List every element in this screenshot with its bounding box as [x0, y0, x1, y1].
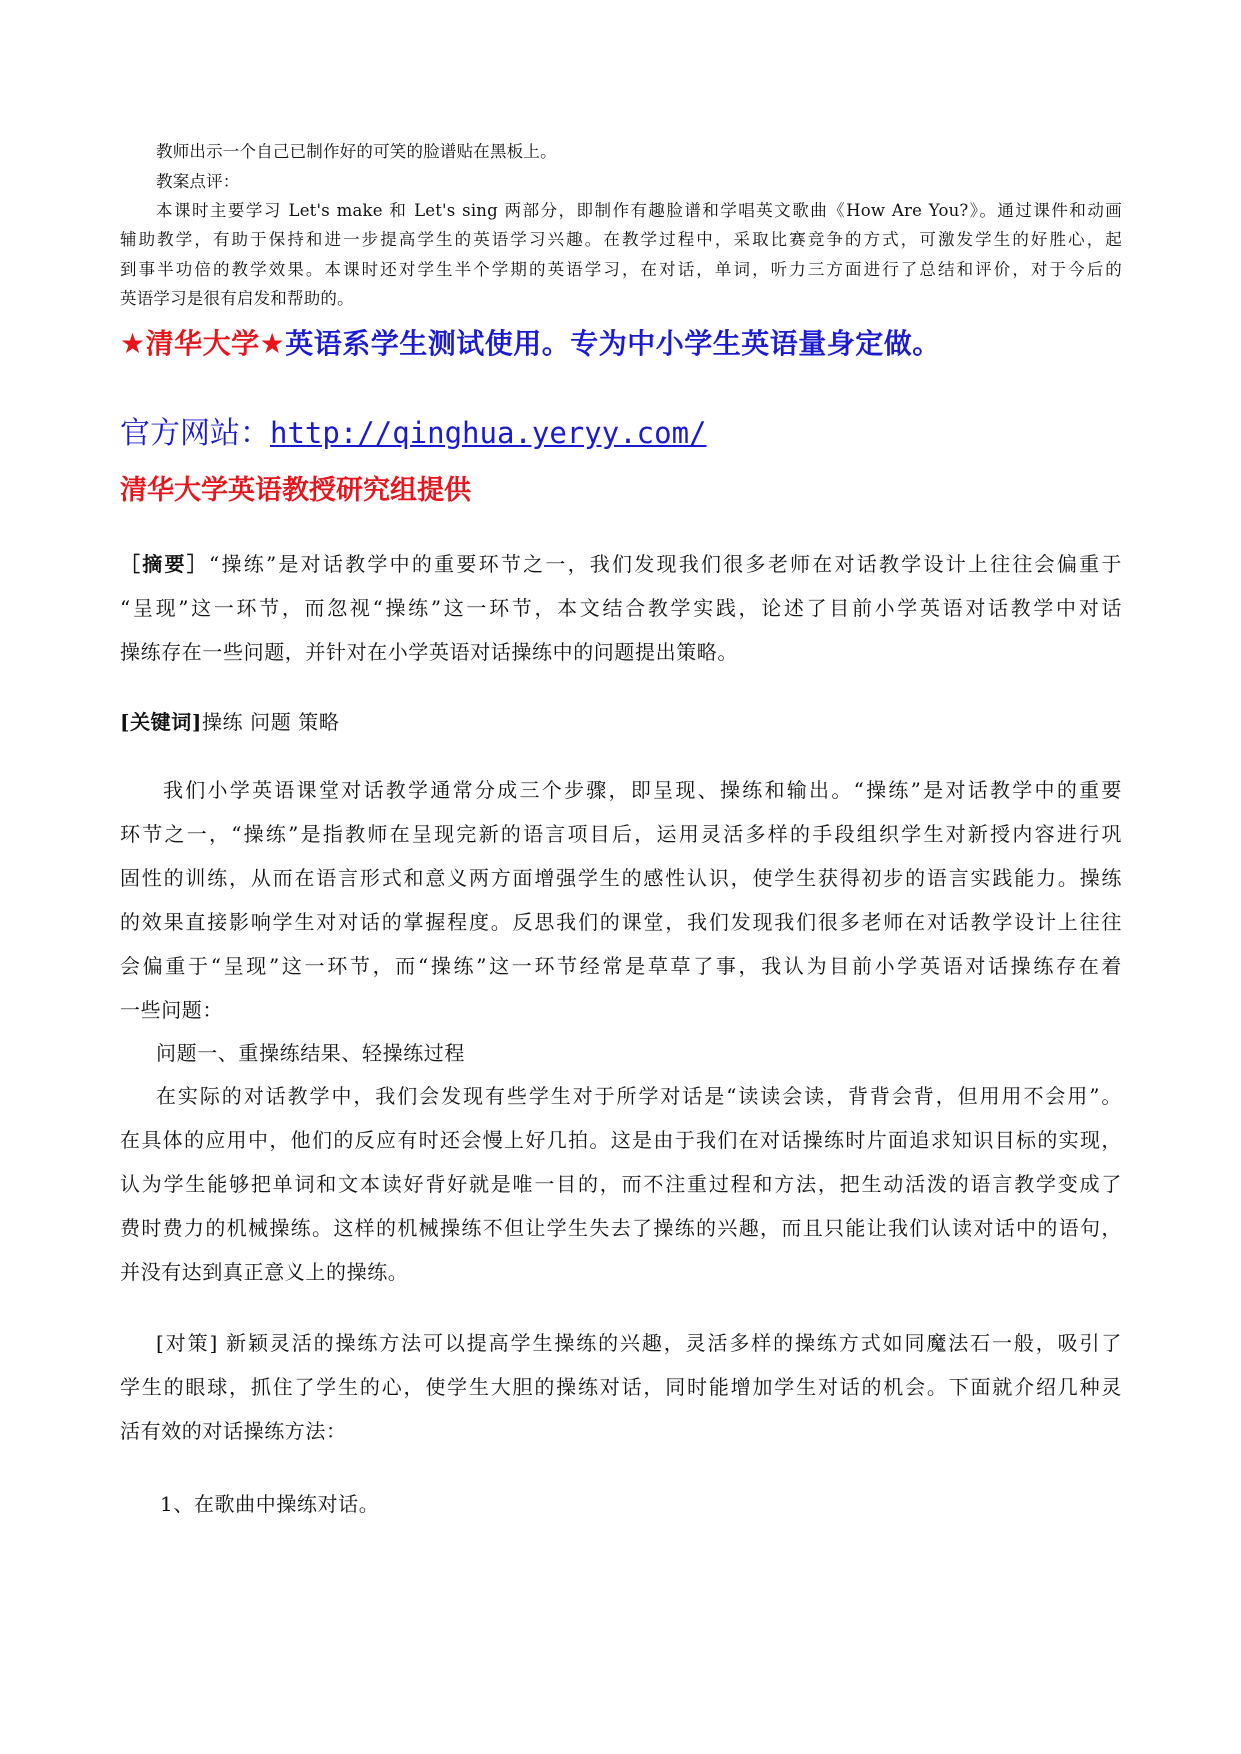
intro-line: 教师出示一个自己已制作好的可笑的脸谱贴在黑板上。 — [156, 142, 557, 161]
promo-banner-red: ★清华大学★ — [120, 327, 286, 360]
promo-banner-blue: 英语系学生测试使用。专为中小学生英语量身定做。 — [285, 327, 941, 360]
abstract-line-1 — [120, 548, 1122, 577]
body-para1-line-1: 我们小学英语课堂对话教学通常分成三个步骤，即呈现、操练和输出。“操练”是对话教学中的重要 — [163, 778, 1122, 802]
official-website — [120, 408, 707, 452]
promo-banner — [120, 322, 941, 362]
body-para1-line-4: 的效果直接影响学生对对话的掌握程度。反思我们的课堂，我们发现我们很多老师在对话教学设计上往往 — [120, 910, 1122, 934]
abstract-line-3: 操练存在一些问题，并针对在小学英语对话操练中的问题提出策略。 — [120, 640, 738, 664]
body-para2-line-3: 认为学生能够把单词和文本读好背好就是唯一目的，而不注重过程和方法，把生动活泼的语言教学变成了 — [120, 1172, 1122, 1196]
review-line-2: 辅助教学，有助于保持和进一步提高学生的英语学习兴趣。在教学过程中，采取比赛竞争的方式，可激发学生的好胜心，起 — [120, 230, 1122, 249]
body-para1-line-5: 会偏重于“呈现”这一环节，而“操练”这一环节经常是草草了事，我认为目前小学英语对话操练存在着 — [120, 954, 1122, 978]
keywords-text: 操练 问题 策略 — [201, 710, 340, 734]
body-para2-line-2: 在具体的应用中，他们的反应有时还会慢上好几拍。这是由于我们在对话操练时片面追求知识目标的实现， — [120, 1128, 1122, 1152]
body-para1-line-3: 固性的训练，从而在语言形式和意义两方面增强学生的感性认识，使学生获得初步的语言实践能力。操练 — [120, 866, 1122, 890]
method-item-1: 1、在歌曲中操练对话。 — [160, 1492, 380, 1516]
body-para2-line-1: 在实际的对话教学中，我们会发现有些学生对于所学对话是“读读会读，背背会背，但用用不会用”。 — [156, 1084, 1122, 1108]
body-para3-line-1: [对策] 新颖灵活的操练方法可以提高学生操练的兴趣，灵活多样的操练方式如同魔法石一般，吸引了 — [156, 1331, 1122, 1355]
review-heading: 教案点评： — [156, 172, 240, 191]
provider-line: 清华大学英语教授研究组提供 — [120, 475, 471, 506]
abstract-text-1: “操练”是对话教学中的重要环节之一，我们发现我们很多老师在对话教学设计上往往会偏重于 — [208, 552, 1122, 576]
abstract-tag: ［摘要］ — [120, 552, 209, 576]
problem1-title: 问题一、重操练结果、轻操练过程 — [156, 1041, 465, 1065]
website-label: 官方网站： — [120, 416, 270, 451]
review-line-1: 本课时主要学习 Let's make 和 Let's sing 两部分，即制作有趣脸谱和学唱英文歌曲《How Are You?》。通过课件和动画 — [156, 201, 1122, 220]
review-line-3: 到事半功倍的教学效果。本课时还对学生半个学期的英语学习，在对话，单词，听力三方面进行了总结和评价，对于今后的 — [120, 260, 1122, 279]
body-para1-line-6: 一些问题： — [120, 998, 223, 1022]
review-line-4: 英语学习是很有启发和帮助的。 — [120, 289, 354, 308]
keywords-line — [120, 706, 339, 735]
abstract-line-2: “呈现”这一环节，而忽视“操练”这一环节，本文结合教学实践，论述了目前小学英语对话教学中对话 — [120, 596, 1122, 620]
body-para1-line-2: 环节之一，“操练”是指教师在呈现完新的语言项目后，运用灵活多样的手段组织学生对新授内容进行巩 — [120, 822, 1122, 846]
website-link[interactable]: http://qinghua.yeryy.com/ — [270, 416, 707, 450]
body-para3-line-3: 活有效的对话操练方法： — [120, 1419, 347, 1443]
body-para2-line-4: 费时费力的机械操练。这样的机械操练不但让学生失去了操练的兴趣，而且只能让我们认读对话中的语句， — [120, 1216, 1122, 1240]
keywords-tag: [关键词] — [120, 710, 202, 734]
body-para3-line-2: 学生的眼球，抓住了学生的心，使学生大胆的操练对话，同时能增加学生对话的机会。下面就介绍几种灵 — [120, 1375, 1122, 1399]
body-para2-line-5: 并没有达到真正意义上的操练。 — [120, 1260, 409, 1284]
